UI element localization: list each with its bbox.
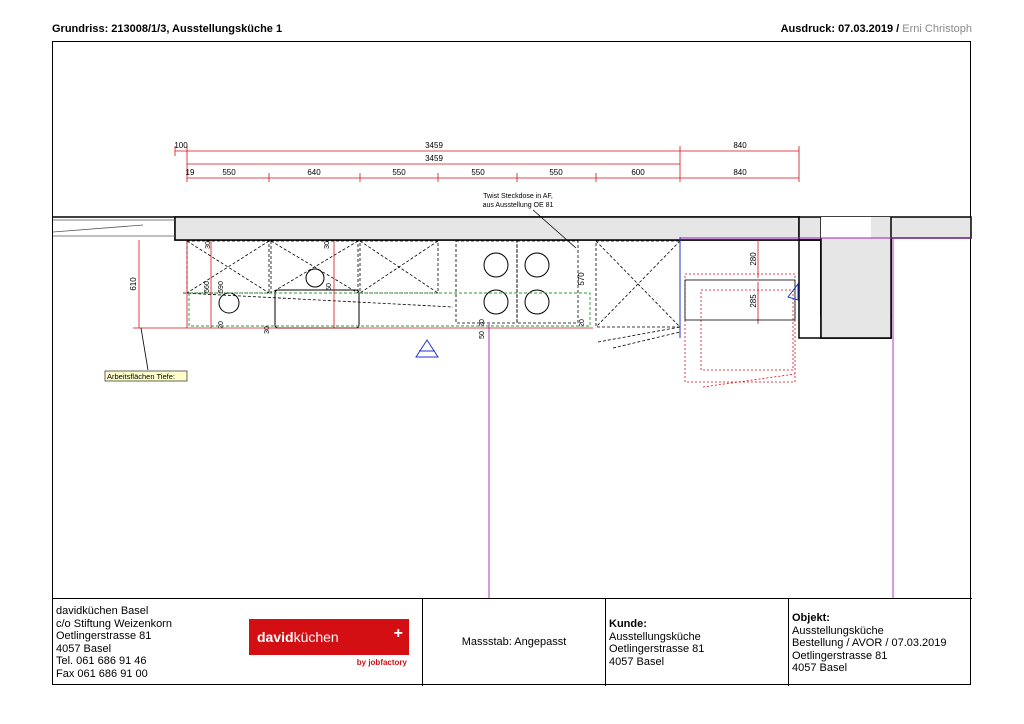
svg-text:50: 50 bbox=[326, 283, 333, 291]
drawing-title: Grundriss: 213008/1/3, Ausstellungsküche 1 bbox=[52, 23, 283, 35]
hob-rings bbox=[219, 253, 549, 314]
svg-text:30: 30 bbox=[324, 241, 331, 249]
object-street: Oetlingerstrasse 81 bbox=[792, 649, 888, 662]
socket-note-line2: aus Ausstellung OE 81 bbox=[482, 202, 554, 209]
company-info bbox=[53, 599, 423, 686]
scale-cell bbox=[423, 599, 606, 686]
dim-640: 640 bbox=[307, 168, 321, 177]
client-name: Ausstellungsküche bbox=[609, 630, 701, 643]
client-cell bbox=[606, 599, 789, 686]
svg-text:20: 20 bbox=[479, 319, 486, 327]
print-date: Ausdruck: 07.03.2019 / bbox=[780, 23, 900, 35]
company-co: c/o Stiftung Weizenkorn bbox=[56, 617, 172, 630]
socket-note-line1: Twist Steckdose in AF, bbox=[483, 193, 553, 200]
scale-text: Massstab: Angepasst bbox=[461, 636, 567, 649]
svg-text:20: 20 bbox=[579, 319, 586, 327]
depth-label-text: Arbeitsflächen Tiefe: bbox=[107, 372, 175, 381]
dim-570: 570 bbox=[577, 272, 586, 286]
dim-3459-a: 3459 bbox=[425, 141, 443, 150]
dim-840-a: 840 bbox=[733, 141, 747, 150]
blue-markers bbox=[416, 237, 798, 357]
company-phone: Tel. 061 686 91 46 bbox=[56, 655, 147, 668]
dim-840-b: 840 bbox=[733, 168, 747, 177]
depth-markers bbox=[133, 241, 593, 328]
dim-285: 285 bbox=[749, 294, 758, 308]
company-street: Oetlingerstrasse 81 bbox=[56, 630, 152, 643]
left-wall-lines bbox=[53, 220, 175, 236]
object-cell bbox=[789, 599, 972, 686]
company-name: davidküchen Basel bbox=[56, 605, 149, 617]
company-city: 4057 Basel bbox=[56, 642, 112, 655]
client-city: 4057 Basel bbox=[609, 655, 665, 668]
svg-text:30: 30 bbox=[264, 326, 271, 334]
dim-550-d: 550 bbox=[549, 168, 563, 177]
cabinets bbox=[183, 241, 680, 348]
company-logo: davidküchen + by jobfactory bbox=[249, 619, 409, 671]
dim-550-c: 550 bbox=[471, 168, 485, 177]
plinth-outline bbox=[189, 293, 590, 326]
client-label: Kunde: bbox=[609, 618, 647, 630]
svg-text:50: 50 bbox=[479, 331, 486, 339]
svg-text:20: 20 bbox=[218, 321, 225, 329]
floor-plan bbox=[53, 42, 972, 598]
depth-label bbox=[105, 371, 187, 381]
logo-plus-icon: + bbox=[393, 625, 403, 642]
author-name: Erni Christoph bbox=[902, 23, 972, 35]
axis-lines bbox=[489, 238, 971, 598]
object-label: Objekt: bbox=[792, 612, 830, 624]
dim-280: 280 bbox=[749, 252, 758, 266]
walls bbox=[53, 217, 971, 338]
drawing-sheet bbox=[52, 41, 971, 685]
dim-550-a: 550 bbox=[222, 168, 236, 177]
corner-box bbox=[685, 280, 795, 320]
corner-cabinet bbox=[685, 274, 795, 387]
object-order: Bestellung / AVOR / 07.03.2019 bbox=[792, 637, 947, 650]
object-city: 4057 Basel bbox=[792, 662, 848, 675]
dim-610: 610 bbox=[129, 277, 138, 291]
svg-text:590: 590 bbox=[218, 281, 225, 293]
svg-text:560: 560 bbox=[204, 281, 211, 293]
dim-600: 600 bbox=[631, 168, 645, 177]
title-block bbox=[53, 598, 972, 686]
svg-text:30: 30 bbox=[205, 241, 212, 249]
object-name: Ausstellungsküche bbox=[792, 624, 884, 637]
dim-550-b: 550 bbox=[392, 168, 406, 177]
dim-100: 100 bbox=[174, 141, 188, 150]
client-street: Oetlingerstrasse 81 bbox=[609, 643, 705, 656]
sink bbox=[275, 290, 359, 328]
dim-3459-b: 3459 bbox=[425, 154, 443, 163]
company-fax: Fax 061 686 91 00 bbox=[56, 667, 148, 680]
logo-tagline: by jobfactory bbox=[356, 658, 407, 667]
print-info bbox=[781, 23, 972, 35]
dim-19: 19 bbox=[185, 168, 195, 177]
